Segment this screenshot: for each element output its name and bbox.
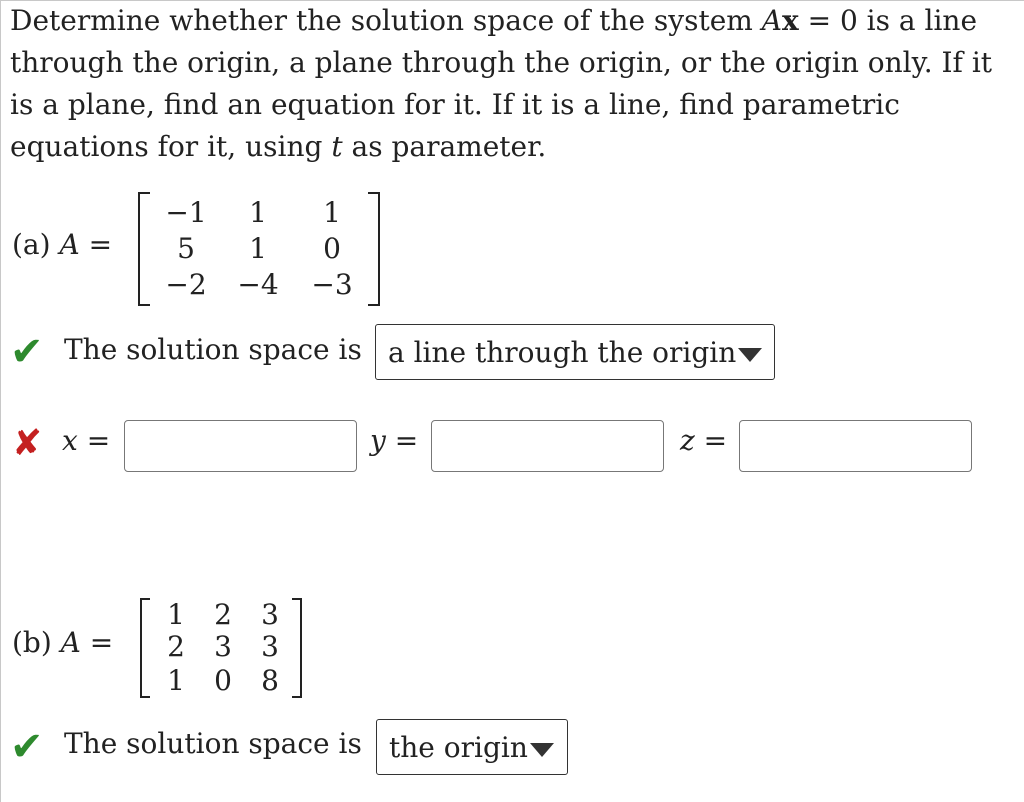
prompt-line-4: equations for it, using t as parameter. xyxy=(10,130,547,163)
dropdown-arrow-icon-b xyxy=(530,743,554,757)
part-a-solution-selected-value: a line through the origin xyxy=(388,335,737,369)
matrix-a-cell-2-2: −3 xyxy=(311,268,353,301)
y-input[interactable] xyxy=(431,420,664,472)
checkmark-icon: ✔ xyxy=(10,329,44,375)
dropdown-arrow-icon xyxy=(738,348,762,362)
matrix-b-cell-0-2: 3 xyxy=(261,598,279,631)
matrix-a-cell-0-0: −1 xyxy=(165,196,207,229)
part-a-solution-label: The solution space is xyxy=(64,333,362,366)
matrix-b-cell-0-1: 2 xyxy=(214,598,232,631)
x-equals-label: x = xyxy=(62,424,111,457)
matrix-a-cell-0-2: 1 xyxy=(323,196,341,229)
matrix-b-cell-2-0: 1 xyxy=(167,664,185,697)
frame-left-border xyxy=(0,0,1,802)
matrix-b-cell-1-2: 3 xyxy=(261,630,279,663)
matrix-a-cell-0-1: 1 xyxy=(249,196,267,229)
matrix-a-right-bracket xyxy=(368,192,380,306)
matrix-a-cell-1-2: 0 xyxy=(323,232,341,265)
prompt-line-1: Determine whether the solution space of the system Ax = 0 is a line xyxy=(10,4,978,37)
checkmark-icon-b: ✔ xyxy=(10,724,44,770)
z-equals-label: z = xyxy=(680,424,728,457)
part-b-label: (b) A = xyxy=(12,626,114,659)
part-b-solution-select[interactable] xyxy=(376,719,568,775)
matrix-a-cell-2-0: −2 xyxy=(165,268,207,301)
part-b-solution-label: The solution space is xyxy=(64,727,362,760)
matrix-b-cell-1-1: 3 xyxy=(214,630,232,663)
part-a-label: (a) A = xyxy=(12,228,113,261)
matrix-b-cell-0-0: 1 xyxy=(167,598,185,631)
part-b-solution-selected-value: the origin xyxy=(389,730,528,764)
problem-prompt xyxy=(10,0,1010,168)
y-equals-label: y = xyxy=(370,424,419,457)
x-input[interactable] xyxy=(124,420,357,472)
matrix-b-cell-1-0: 2 xyxy=(167,630,185,663)
prompt-line-2: through the origin, a plane through the origin, or the origin only. If it xyxy=(10,46,993,79)
prompt-line-3: is a plane, find an equation for it. If it is a line, find parametric xyxy=(10,88,900,121)
matrix-a-cell-1-1: 1 xyxy=(249,232,267,265)
matrix-b-cell-2-1: 0 xyxy=(214,664,232,697)
matrix-a-cell-1-0: 5 xyxy=(177,232,195,265)
matrix-b-cell-2-2: 8 xyxy=(261,664,279,697)
part-a-solution-select[interactable] xyxy=(375,324,775,380)
cross-icon: ✘ xyxy=(12,423,43,464)
matrix-a-left-bracket xyxy=(138,192,150,306)
matrix-a-cell-2-1: −4 xyxy=(237,268,279,301)
z-input[interactable] xyxy=(739,420,972,472)
